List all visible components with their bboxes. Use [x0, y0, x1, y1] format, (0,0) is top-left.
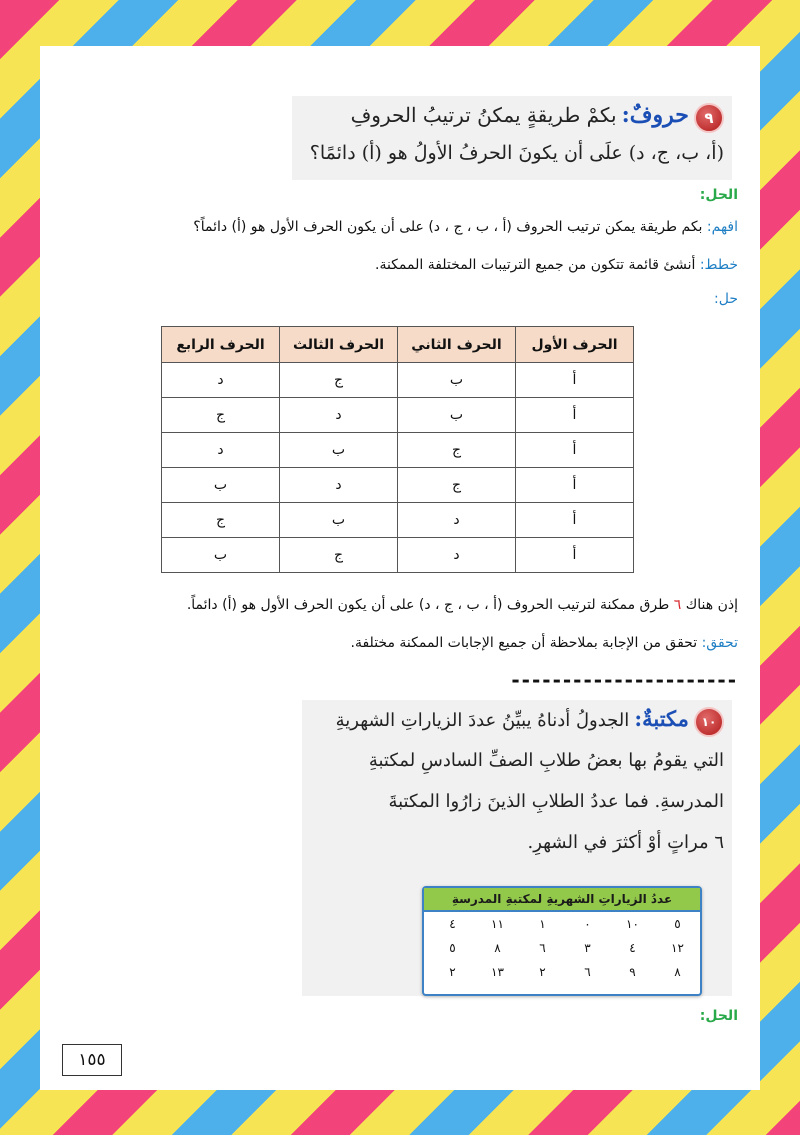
table-cell: ب [162, 538, 280, 573]
table-row [162, 468, 634, 503]
check-label: تحقق: [701, 635, 738, 651]
conclusion-text-before: إذن هناك [685, 597, 738, 613]
table-cell: ١٣ [491, 965, 504, 979]
table-row [162, 538, 634, 573]
question-10-number-badge: ١٠ [694, 707, 724, 737]
table-cell: ٥ [674, 917, 681, 931]
table-cell: ب [280, 433, 398, 468]
table-cell: ج [162, 503, 280, 538]
table-row [424, 936, 700, 960]
header-third-letter: الحرف الثالث [280, 327, 398, 363]
table-cell: ب [398, 398, 516, 433]
question-10-line-1 [304, 706, 724, 737]
table-cell: د [398, 503, 516, 538]
visits-table [422, 886, 702, 996]
table-row [162, 503, 634, 538]
table-row [424, 960, 700, 984]
table-cell: أ [516, 503, 634, 538]
table-cell: ج [398, 468, 516, 503]
table-cell: ١١ [491, 917, 504, 931]
conclusion-row [48, 597, 738, 613]
table-cell: ٤ [629, 941, 636, 955]
table-cell: د [280, 398, 398, 433]
table-cell: ب [280, 503, 398, 538]
question-9-text-line-2: (أ، ب، ج، د) علَى أن يكونَ الحرفُ الأولُ هو (أ) دائمًا؟ [309, 142, 724, 164]
table-cell: ج [398, 433, 516, 468]
table-cell: د [280, 468, 398, 503]
question-9-line-1 [294, 102, 724, 133]
question-10-text-line-1: الجدولُ أدناهُ يبيِّنُ عددَ الزياراتِ الشهريةِ [335, 710, 630, 731]
table-cell: ٠ [584, 917, 591, 931]
letters-table [161, 326, 634, 573]
visits-table-title: عددُ الزياراتِ الشهريةِ لمكتبةِ المدرسةِ [424, 888, 700, 912]
table-row [162, 398, 634, 433]
table-cell: ج [280, 538, 398, 573]
question-9-title: حروفٌ: [621, 102, 689, 128]
table-cell: د [162, 363, 280, 398]
table-cell: ٥ [449, 941, 456, 955]
table-cell: ج [162, 398, 280, 433]
solution-label-2: الحل: [699, 1008, 738, 1024]
section-divider: ---------------------- [511, 668, 738, 692]
table-cell: ٩ [629, 965, 636, 979]
table-cell: د [162, 433, 280, 468]
table-cell: ٨ [494, 941, 501, 955]
table-cell: أ [516, 433, 634, 468]
table-cell: ب [162, 468, 280, 503]
solution-label: الحل: [699, 187, 738, 203]
table-cell: ١٠ [626, 917, 639, 931]
table-cell: ١٢ [671, 941, 684, 955]
question-10-text-line-2: التي يقومُ بها بعضُ طلابِ الصفِّ السادسِ لمكتبةِ [368, 750, 724, 771]
header-first-letter: الحرف الأول [516, 327, 634, 363]
plan-text: أنشئ قائمة تتكون من جميع الترتيبات المختلفة الممكنة. [375, 257, 696, 273]
table-cell: ٢ [449, 965, 456, 979]
understand-text: بكم طريقة يمكن ترتيب الحروف (أ ، ب ، ج ، د) على أن يكون الحرف الأول هو (أ) دائماً؟ [193, 219, 703, 235]
table-cell: أ [516, 468, 634, 503]
table-cell: ٦ [539, 941, 546, 955]
table-cell: ج [280, 363, 398, 398]
question-10-text-line-3: المدرسةِ. فما عددُ الطلابِ الذينَ زارُوا المكتبةَ [388, 791, 724, 812]
understand-row [48, 219, 738, 235]
table-cell: ٦ [584, 965, 591, 979]
plan-label: خطط: [699, 257, 738, 273]
solve-label: حل: [714, 291, 738, 307]
table-row [162, 433, 634, 468]
table-row [424, 912, 700, 936]
letters-table-header-row [162, 327, 634, 363]
table-row [162, 363, 634, 398]
page-number: ١٥٥ [62, 1044, 122, 1076]
table-cell: د [398, 538, 516, 573]
check-row [48, 635, 738, 651]
conclusion-text-after: طرق ممكنة لترتيب الحروف (أ ، ب ، ج ، د) على أن يكون الحرف الأول هو (أ) دائماً. [186, 597, 670, 613]
table-cell: ٣ [584, 941, 591, 955]
table-cell: أ [516, 363, 634, 398]
question-9-text-line-1: بكمْ طريقةٍ يمكنُ ترتيبُ الحروفِ [350, 103, 617, 127]
table-cell: ١ [539, 917, 546, 931]
page [40, 46, 760, 1090]
plan-row [48, 257, 738, 273]
check-text: تحقق من الإجابة بملاحظة أن جميع الإجابات الممكنة مختلفة. [350, 635, 698, 651]
header-fourth-letter: الحرف الرابع [162, 327, 280, 363]
conclusion-count: ٦ [673, 597, 682, 613]
question-10-title: مكتبةٌ: [634, 706, 689, 731]
question-9-number-badge: ٩ [694, 103, 724, 133]
understand-label: افهم: [706, 219, 738, 235]
table-cell: ٨ [674, 965, 681, 979]
header-second-letter: الحرف الثاني [398, 327, 516, 363]
table-cell: ٤ [449, 917, 456, 931]
table-cell: ب [398, 363, 516, 398]
table-cell: ٢ [539, 965, 546, 979]
table-cell: أ [516, 538, 634, 573]
question-10-text-line-4: ٦ مراتٍ أوْ أكثرَ في الشهرِ. [527, 832, 724, 853]
table-cell: أ [516, 398, 634, 433]
